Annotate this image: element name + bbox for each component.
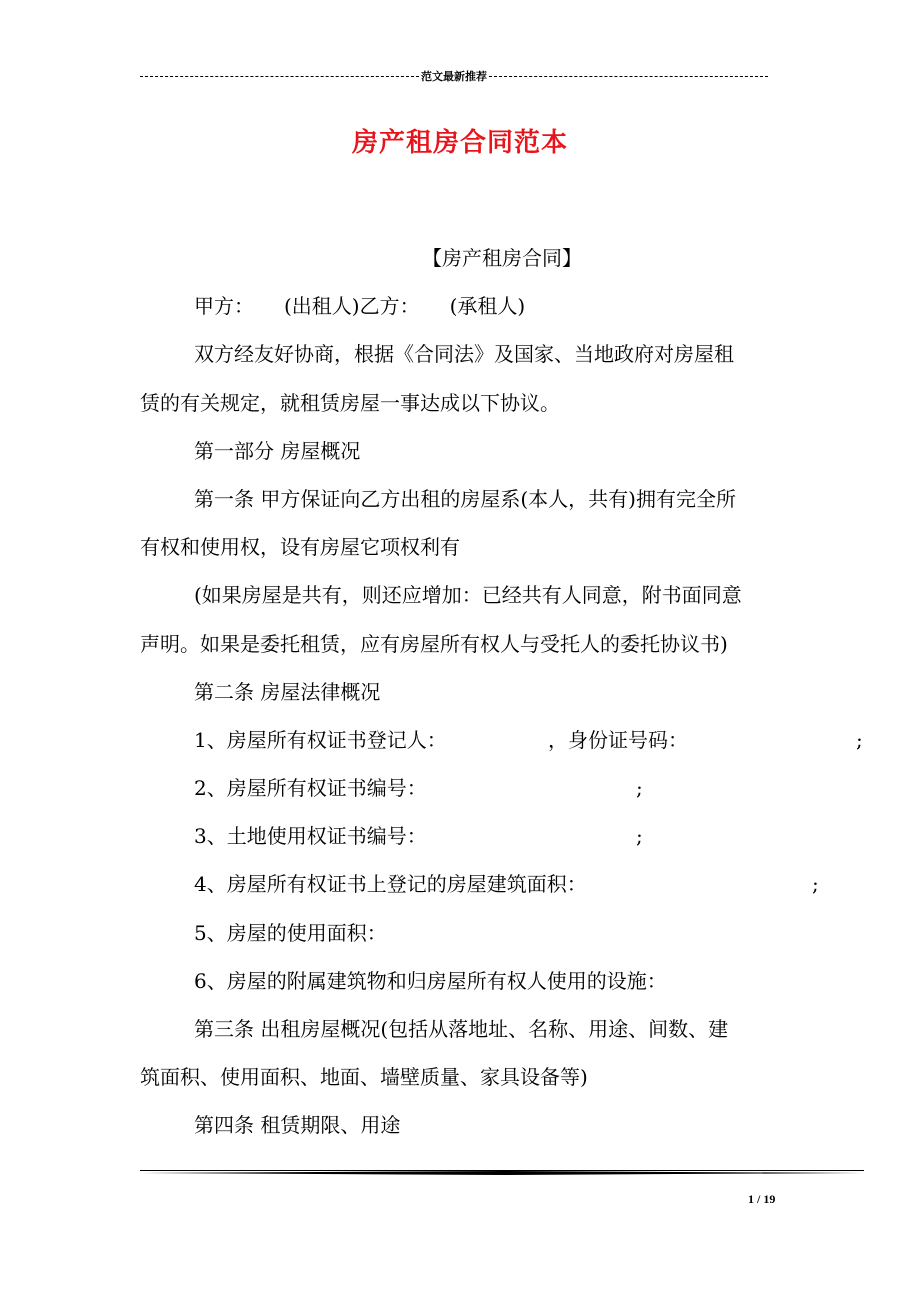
header-dash-right [489, 76, 768, 77]
part-one-heading: 第一部分 房屋概况 [194, 438, 361, 463]
item-3 [140, 818, 864, 866]
contract-heading: 【房产租房合同】 [422, 246, 582, 270]
item-3-label: 3、土地使用权证书编号： [194, 824, 427, 849]
item-5: 5、房屋的使用面积： [194, 920, 387, 945]
item-1 [140, 722, 864, 770]
item-1-label: 1、房屋所有权证书登记人： [194, 727, 447, 752]
article-2-heading: 第二条 房屋法律概况 [194, 679, 381, 704]
document-body [140, 240, 864, 1156]
item-3-end: ; [636, 824, 643, 849]
item-1-end: ; [856, 727, 863, 752]
note-line-2: 声明。如果是委托租赁，应有房屋所有权人与受托人的委托协议书) [140, 631, 728, 656]
item-2-end: ; [636, 776, 643, 801]
paragraph-intro-2: 赁的有关规定，就租赁房屋一事达成以下协议。 [140, 390, 560, 415]
page-header [140, 69, 768, 83]
parties-line: 甲方： (出租人)乙方： (承租人) [194, 294, 526, 319]
header-dash-left [140, 76, 419, 77]
item-2 [140, 770, 864, 818]
article-1-line-1: 第一条 甲方保证向乙方出租的房屋系(本人，共有)拥有完全所 [194, 486, 736, 511]
article-3-line-2: 筑面积、使用面积、地面、墙壁质量、家具设备等) [140, 1065, 588, 1090]
paragraph-intro-1: 双方经友好协商，根据《合同法》及国家、当地政府对房屋租 [194, 342, 734, 367]
header-text: 范文最新推荐 [421, 70, 487, 83]
item-1-id-label: ，身份证号码： [548, 727, 688, 752]
item-4 [140, 866, 864, 914]
note-line-1: (如果房屋是共有，则还应增加：已经共有人同意，附书面同意 [194, 583, 742, 608]
item-4-end: ; [812, 872, 819, 897]
item-2-label: 2、房屋所有权证书编号： [194, 776, 427, 801]
page-number: 1 / 19 [748, 1192, 776, 1206]
item-6: 6、房屋的附属建筑物和归房屋所有权人使用的设施： [194, 968, 667, 993]
article-3-line-1: 第三条 出租房屋概况(包括从落地址、名称、用途、间数、建 [194, 1017, 729, 1041]
document-title: 房产租房合同范本 [351, 128, 568, 158]
article-1-line-2: 有权和使用权，设有房屋它项权利有 [140, 535, 460, 560]
footer-rule [140, 1170, 864, 1176]
item-4-label: 4、房屋所有权证书上登记的房屋建筑面积： [194, 872, 587, 897]
article-4-heading: 第四条 租赁期限、用途 [194, 1113, 401, 1138]
